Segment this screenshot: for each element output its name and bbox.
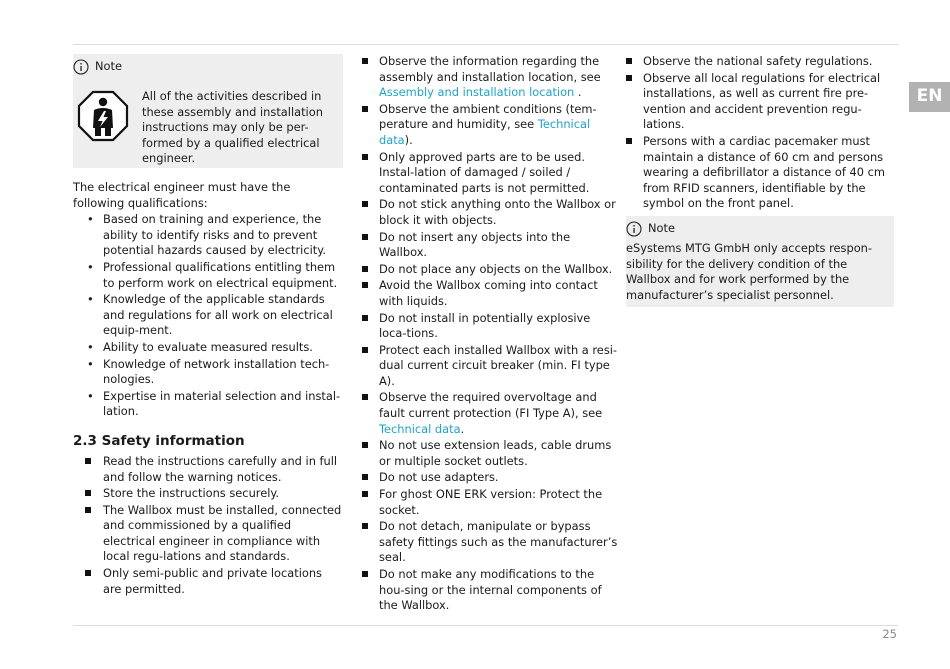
list-item: Avoid the Wallbox coming into contact with liquids. — [362, 278, 618, 309]
item-text: Observe the ambient conditions (tem-perature and humidity, see — [379, 101, 597, 132]
list-item: Only semi-public and private locations are permitted. — [73, 566, 343, 597]
safety-list-continued — [362, 54, 618, 614]
qualifications-intro: The electrical engineer must have the following qualifications: — [73, 180, 291, 210]
link-assembly-location[interactable]: Assembly and installation location — [379, 85, 575, 100]
list-item: Do not detach, manipulate or bypass safety fittings such as the manufacturer’s seal. — [362, 519, 618, 566]
list-item: Only approved parts are to be used. Instal-lation of damaged / soiled / contaminated parts is not permitted. — [362, 150, 618, 197]
note-responsibility — [626, 216, 894, 307]
list-item: Do not insert any objects into the Wallbox. — [362, 230, 618, 261]
list-item: Do not install in potentially explosive loca-tions. — [362, 311, 618, 342]
column-middle — [362, 54, 618, 615]
list-item: For ghost ONE ERK version: Protect the socket. — [362, 487, 618, 518]
list-item: • Ability to evaluate measured results. — [73, 340, 343, 356]
list-item: • Knowledge of network installation tech-nologies. — [73, 357, 343, 388]
safety-list-end — [626, 54, 894, 212]
list-item: No not use extension leads, cable drums or multiple socket outlets. — [362, 438, 618, 469]
list-item: Do not place any objects on the Wallbox. — [362, 262, 618, 278]
link-technical-data[interactable]: Technical data — [379, 421, 461, 436]
link-technical-data[interactable]: Technical data — [379, 117, 591, 147]
list-item — [362, 390, 618, 437]
language-tab: EN — [909, 82, 950, 112]
list-item: Do not use adapters. — [362, 470, 618, 486]
list-item — [362, 102, 618, 149]
section-heading: 2.3 Safety information — [73, 432, 245, 449]
item-suffix: . — [574, 85, 582, 100]
list-item: Protect each installed Wallbox with a resi-dual current circuit breaker (min. FI type A). — [362, 343, 618, 390]
list-item: Read the instructions carefully and in full and follow the warning notices. — [73, 454, 343, 485]
list-item: Observe all local regulations for electrical installations, as well as current fire pre-vention and accident prevention regu-lations. — [626, 71, 894, 133]
note-title: Note — [648, 221, 675, 236]
list-item: • Professional qualifications entitling them to perform work on electrical equipment. — [73, 260, 343, 291]
top-divider — [73, 44, 898, 45]
list-item: Persons with a cardiac pacemaker must maintain a distance of 60 cm and persons wearing a defibrillator a distance of 40 cm from RFID scanners, identifiable by the symbol on the front panel. — [626, 134, 894, 212]
list-item: The Wallbox must be installed, connected and commissioned by a qualified electrical engineer in compliance with local regu-lations and standards. — [73, 503, 343, 565]
bottom-divider — [73, 625, 898, 626]
list-item: • Based on training and experience, the ability to identify risks and to prevent potential hazards caused by electricity. — [73, 212, 343, 259]
note-title: Note — [95, 59, 122, 74]
list-item: Observe the national safety regulations. — [626, 54, 894, 70]
list-item: • Expertise in material selection and instal-lation. — [73, 389, 343, 420]
item-text: Observe the information regarding the assembly and installation location, see — [379, 54, 601, 84]
note-text: eSystems MTG GmbH only accepts respon-sibility for the delivery condition of the Wallbox and for work performed by the manufacturer’s specialist personnel. — [626, 240, 872, 302]
list-item: Do not stick anything onto the Wallbox or block it with objects. — [362, 197, 618, 228]
info-icon — [626, 221, 642, 237]
page-number: 25 — [882, 627, 897, 641]
column-left — [73, 54, 343, 598]
qualifications-list — [73, 212, 343, 420]
note-qualified-electrician — [73, 54, 343, 168]
note-header — [626, 218, 892, 240]
item-suffix: . — [460, 421, 465, 436]
list-item: Store the instructions securely. — [73, 486, 343, 502]
note-text: All of the activities described in these assembly and installation instructions may only be per-formed by a qualified electrical engineer. — [142, 89, 323, 166]
list-item — [362, 54, 618, 101]
column-right — [626, 54, 894, 307]
item-text: Observe the required overvoltage and fault current protection (FI Type A), see — [379, 390, 603, 421]
electrician-warning-icon — [77, 90, 129, 142]
safety-list — [73, 454, 343, 597]
note-header — [73, 56, 122, 78]
list-item: Do not make any modifications to the hou-sing or the internal components of the Wallbox. — [362, 567, 618, 614]
info-icon — [73, 59, 89, 75]
list-item: • Knowledge of the applicable standards and regulations for all work on electrical equip-ment. — [73, 292, 343, 339]
item-suffix: ). — [404, 132, 413, 147]
